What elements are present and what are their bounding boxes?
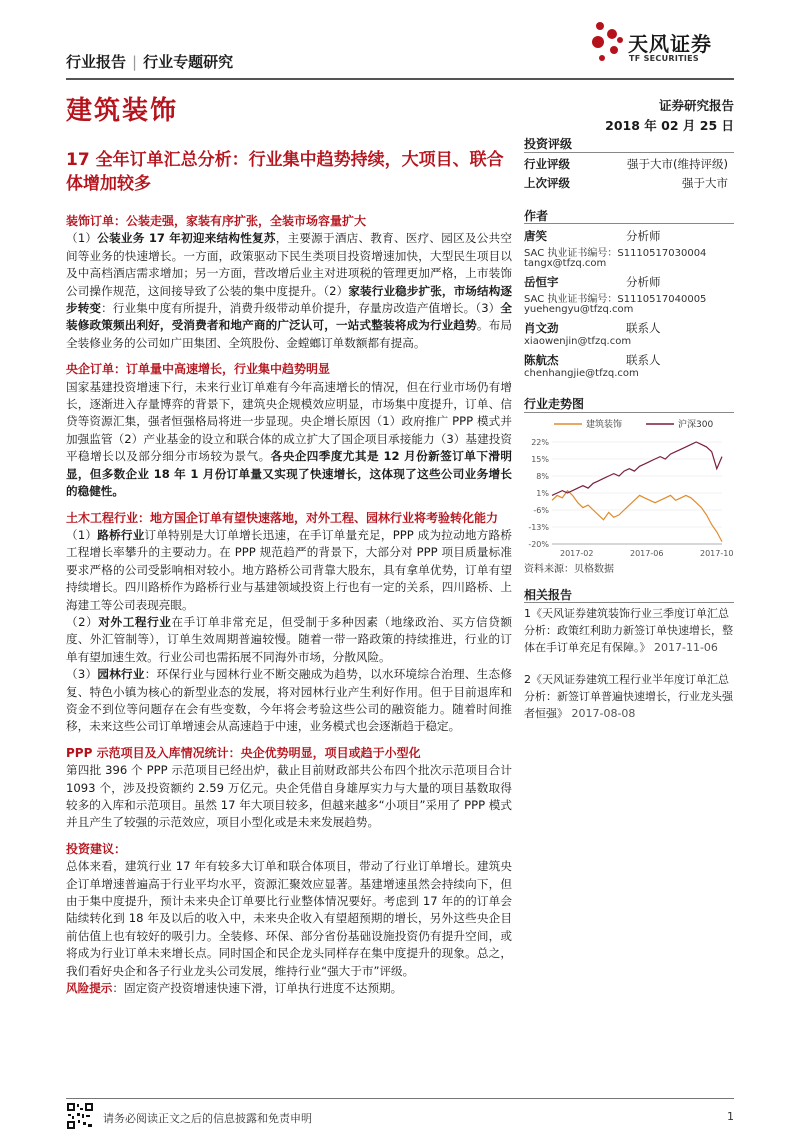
rating-key: 行业评级 <box>524 157 570 171</box>
headline: 17 全年订单汇总分析：行业集中趋势持续，大项目、联合体增加较多 <box>66 150 504 194</box>
author-email[interactable]: chenhangjie@tfzq.com <box>524 368 639 379</box>
paragraph: （2）对外工程行业在手订单非常充足，但受制于多种因素（地缘政治、买方信贷额度、外汇管制等），订单生效周期普遍较慢。随着一带一路政策的持续推进，行业的订单有望加速生效。行业公司也需拓展不同海外市场，分散风险。 <box>66 614 512 664</box>
report-type: 证券研究报告 <box>658 98 734 113</box>
related-report-date: 2017-08-08 <box>571 707 636 720</box>
y-tick-label: -6% <box>533 506 549 515</box>
footer-disclaimer: 请务必阅读正文之后的信息披露和免责申明 <box>103 1112 312 1125</box>
header-rule <box>66 78 734 80</box>
section-heading: 央企订单：订单量中高速增长，行业集中趋势明显 <box>66 362 331 377</box>
legend-label: 建筑装饰 <box>586 420 623 430</box>
trend-chart <box>524 416 734 568</box>
related-report-date: 2017-11-06 <box>654 641 718 654</box>
y-tick-label: -13% <box>528 523 549 532</box>
paragraph: （3）园林行业：环保行业与园林行业不断交融成为趋势，以水环境综合治理、生态修复、特色小镇为核心的新型业态的发展，将对园林行业产生利好作用。但于目前退库和资金不到位等问题存在会有些变数，今年将会考验这些公司的融资能力。随着时间推移，未来这些公司订单增速会从高速趋于中速，业务模式也会逐渐趋于稳定。 <box>66 667 512 734</box>
breadcrumb-category: 行业报告 <box>66 53 127 71</box>
chart-title: 行业走势图 <box>524 397 585 411</box>
breadcrumb-separator: | <box>132 53 138 71</box>
y-tick-label: 1% <box>536 489 549 498</box>
breadcrumb-type: 行业专题研究 <box>143 53 234 71</box>
x-tick-label: 2017-06 <box>630 549 664 558</box>
author-email[interactable]: xiaowenjin@tfzq.com <box>524 336 632 347</box>
y-tick-label: 8% <box>536 472 549 481</box>
author-email[interactable]: tangx@tfzq.com <box>524 258 607 269</box>
paragraph: 国家基建投资增速下行，未来行业订单难有今年高速增长的情况，但在行业市场仍有增长，逐渐进入存量博弈的背景下，建筑央企规模效应明显，市场集中度提升，订单、信贷等资源汇集，强者恒强格局将进一步显现。央企增长原因（1）政府推广 PPP 模式并加强监管（2）产业基金的设立和联合体的成立扩大了国企项目承接能力（3）基建投资平稳增长以及部分细分市场较为景气。各央企四季度尤其是 12 月份新签订单下滑明显，但多数企业 18 年 1 月份订单量又实现了快速增长，这体现了这些公司业务增长的稳健性。 <box>66 379 512 499</box>
rating-key: 上次评级 <box>524 176 570 190</box>
logo-name-en: TF SECURITIES <box>629 54 699 63</box>
section-heading: 装饰订单：公装走强，家装有序扩张，全装市场容量扩大 <box>66 214 367 228</box>
y-tick-label: 15% <box>531 455 549 464</box>
author-name: 岳恒宇 <box>524 275 559 289</box>
y-tick-label: -20% <box>528 540 549 549</box>
paragraph: （1）路桥行业订单特别是大订单增长迅速，在手订单量充足，PPP 成为拉动地方路桥工程增长率攀升的主要动力。在 PPP 规范趋严的背景下，大部分对 PPP 项目质量标准要求严格的公司受影响相对较小。地方路桥公司背靠大股东，具有拿单优势，订单有望持续增长。四川路桥作为路桥行业与基建领域投资上行也有一定的关系，四川路桥、上海建工等公司表现亮眼。 <box>66 527 512 612</box>
section-heading: PPP 示范项目及入库情况统计：央企优势明显，项目或趋于小型化 <box>66 745 421 760</box>
paragraph: （1）公装业务 17 年初迎来结构性复苏，主要源于酒店、教育、医疗、园区及公共空间等业务的快速增长。一方面，政策驱动下民生类项目投资增速加快，大型民生项目以及中高档酒店需求增加；另一方面，营改增后业主对进项税的管理更加严格，上市装饰公司操作规范，这间接导致了公装的集中度提升。（2）家装行业稳步扩张，市场结构逐步转变：行业集中度有所提升，消费升级带动单价提升，存量房改造产值增长。（3）全装修政策频出利好，受消费者和地产商的广泛认可，一站式整装将成为行业趋势。布局全装修业务的公司如广田集团、全筑股份、金螳螂订单数额都有提高。 <box>66 231 512 350</box>
authors-title: 作者 <box>524 209 549 223</box>
legend-label: 沪深300 <box>678 420 714 430</box>
paragraph: 总体来看，建筑行业 17 年有较多大订单和联合体项目，带动了行业订单增长。建筑央企订单增速普遍高于行业平均水平，资源汇聚效应显著。基建增速虽然会持续向下，但由于集中度提升，预计未来央企订单要比行业整体情况要好。考虑到 17 年的的订单会陆续转化到 18 年及以后的收入中，未来央企收入有望超预期的增长，另外这些央企目前估值上也有较好的吸引力。全装修、环保、部分省份基础设施投资仍有提升空间，或将成为行业订单未来增长点。同时国企和民企龙头同样存在集中度提升的现象。总之，我们看好央企和各子行业龙头公司发展，维持行业“强大于市”评级。 <box>66 859 512 978</box>
authors-rule <box>524 223 734 224</box>
author-role: 联系人 <box>626 321 661 335</box>
industry-title: 建筑装饰 <box>66 96 179 126</box>
x-tick-label: 2017-02 <box>560 549 594 558</box>
rating-title: 投资评级 <box>524 137 573 151</box>
related-report-item[interactable] <box>524 605 734 656</box>
risk-note: 风险提示：固定资产投资增速快速下滑，订单执行进度不达预期。 <box>66 981 403 996</box>
chart-source: 资料来源：贝格数据 <box>524 564 614 575</box>
author-role: 分析师 <box>626 275 661 289</box>
breadcrumb <box>66 51 233 72</box>
author-cert: SAC 执业证书编号：S1110517030004 <box>524 248 707 259</box>
series-line <box>552 491 722 542</box>
author-name: 唐笑 <box>524 229 547 243</box>
related-rule <box>524 602 734 603</box>
report-date: 2018 年 02 月 25 日 <box>605 118 734 133</box>
chart-rule <box>524 412 734 413</box>
rating-row <box>524 156 734 172</box>
author-role: 分析师 <box>626 229 661 243</box>
section-heading: 土木工程行业：地方国企订单有望快速落地，对外工程、园林行业将考验转化能力 <box>66 510 499 525</box>
author-role: 联系人 <box>626 353 661 367</box>
rating-rule <box>524 152 734 153</box>
logo-name-cn: 天风证券 <box>628 32 712 56</box>
author-cert: SAC 执业证书编号：S1110517040005 <box>524 294 707 305</box>
rating-value: 强于大市 <box>682 176 728 190</box>
section-heading: 投资建议： <box>66 841 127 856</box>
footer-rule <box>66 1098 734 1099</box>
y-tick-label: 22% <box>531 438 549 447</box>
related-title: 相关报告 <box>524 588 573 602</box>
related-report-item[interactable] <box>524 671 734 722</box>
related-report-text: 2《天风证券建筑工程行业半年度订单汇总分析：新签订单普遍快速增长，行业龙头强者恒强》 <box>524 673 733 720</box>
x-tick-label: 2017-10 <box>700 549 734 558</box>
author-name: 陈航杰 <box>524 353 559 367</box>
author-email[interactable]: yuehengyu@tfzq.com <box>524 304 634 315</box>
related-report-text: 1《天风证券建筑装饰行业三季度订单汇总分析：政策红利助力新签订单快速增长，整体在手订单充足有保障。》 <box>524 607 733 654</box>
paragraph: 第四批 396 个 PPP 示范项目已经出炉，截止目前财政部共公布四个批次示范项目合计 1093 个，涉及投资额约 2.59 万亿元。央企凭借自身雄厚实力与大量的项目基数取得较多的入库和示范项目。虽然 17 年大项目较多，但越来越多“小项目”采用了 PPP 模式并且产生了较强的示范效应，项目小型化或是未来发展趋势。 <box>66 763 512 830</box>
rating-value: 强于大市(维持评级) <box>627 157 728 171</box>
report-body <box>66 213 512 997</box>
page-number: 1 <box>727 1110 734 1123</box>
qr-code-icon <box>66 1102 94 1130</box>
author-name: 肖文劲 <box>524 321 559 335</box>
series-line <box>552 442 722 495</box>
rating-row <box>524 175 734 191</box>
